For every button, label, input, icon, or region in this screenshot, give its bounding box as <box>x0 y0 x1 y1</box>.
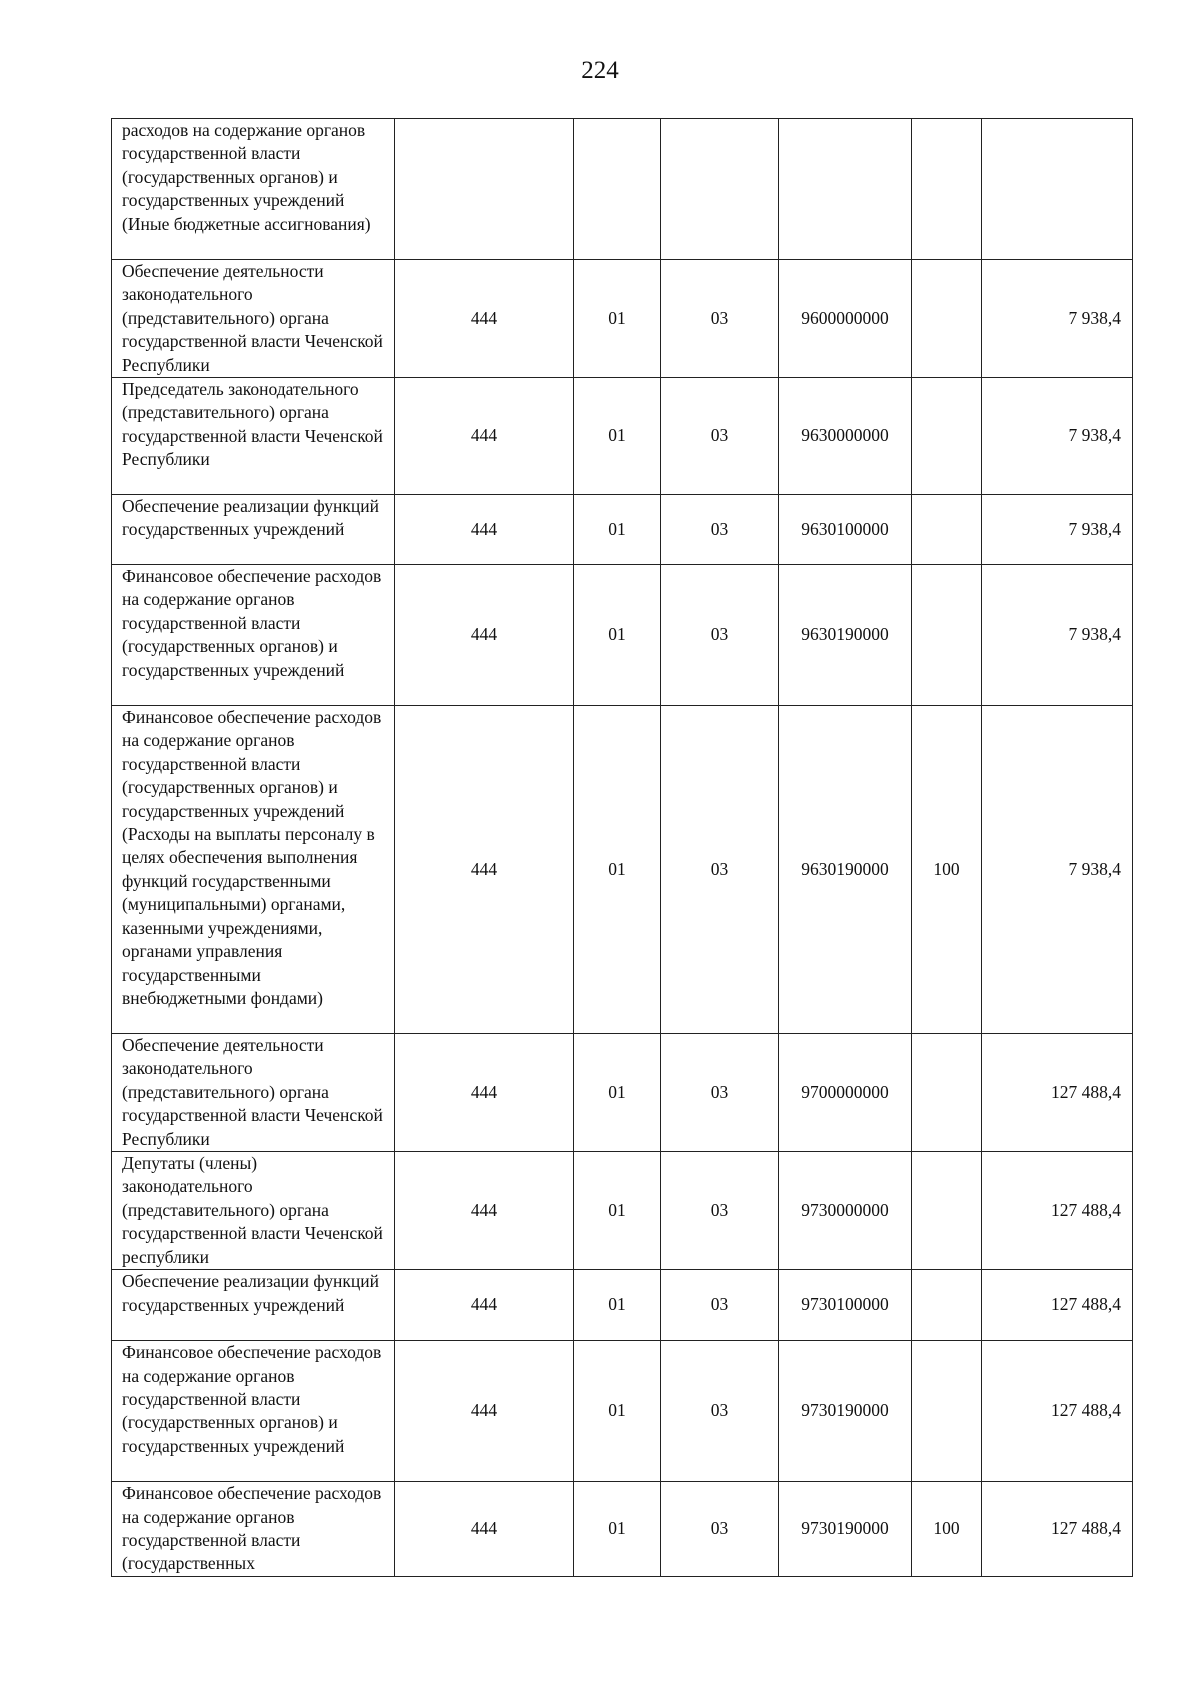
pr-cell: 03 <box>661 378 779 495</box>
table-row <box>112 378 1133 495</box>
amount-cell: 7 938,4 <box>982 565 1133 706</box>
row-name: Депутаты (члены) законодательного (представительного) органа государственной власти Чеченской республики <box>112 1152 395 1270</box>
grbs-cell: 444 <box>395 1341 574 1482</box>
grbs-cell <box>395 119 574 260</box>
csr-cell: 9730190000 <box>779 1341 912 1482</box>
rz-cell: 01 <box>574 565 661 706</box>
vr-cell <box>912 119 982 260</box>
amount-cell: 127 488,4 <box>982 1482 1133 1577</box>
vr-cell <box>912 495 982 565</box>
rz-cell: 01 <box>574 1341 661 1482</box>
pr-cell: 03 <box>661 1341 779 1482</box>
table-row <box>112 495 1133 565</box>
rz-cell: 01 <box>574 1482 661 1577</box>
grbs-cell: 444 <box>395 1270 574 1341</box>
table-row <box>112 1270 1133 1341</box>
row-name: Обеспечение деятельности законодательного (представительного) органа государственной власти Чеченской Республики <box>112 1034 395 1152</box>
amount-cell <box>982 119 1133 260</box>
row-name: Обеспечение деятельности законодательного (представительного) органа государственной власти Чеченской Республики <box>112 260 395 378</box>
amount-cell: 127 488,4 <box>982 1341 1133 1482</box>
csr-cell: 9630100000 <box>779 495 912 565</box>
pr-cell: 03 <box>661 1482 779 1577</box>
rz-cell: 01 <box>574 706 661 1034</box>
rz-cell: 01 <box>574 1270 661 1341</box>
rz-cell: 01 <box>574 378 661 495</box>
amount-cell: 127 488,4 <box>982 1034 1133 1152</box>
grbs-cell: 444 <box>395 1152 574 1270</box>
budget-table <box>111 118 1133 1577</box>
rz-cell <box>574 119 661 260</box>
table-row <box>112 706 1133 1034</box>
vr-cell <box>912 1152 982 1270</box>
table-row <box>112 1482 1133 1577</box>
table-row <box>112 565 1133 706</box>
pr-cell: 03 <box>661 1152 779 1270</box>
row-name: Финансовое обеспечение расходов на содержание органов государственной власти (государственных органов) и государственных учреждений (Расходы на выплаты персоналу в целях обеспечения выполнения функций государственными (муниципальными) органами, казенными учреждениями, органами управления государственными внебюджетными фондами) <box>112 706 395 1034</box>
csr-cell: 9630190000 <box>779 565 912 706</box>
amount-cell: 127 488,4 <box>982 1270 1133 1341</box>
row-name: Финансовое обеспечение расходов на содержание органов государственной власти (государственных органов) и государственных учреждений <box>112 565 395 706</box>
row-name: Обеспечение реализации функций государственных учреждений <box>112 1270 395 1341</box>
row-name: Финансовое обеспечение расходов на содержание органов государственной власти (государственных органов) и государственных учреждений <box>112 1341 395 1482</box>
amount-cell: 7 938,4 <box>982 378 1133 495</box>
table-row <box>112 1034 1133 1152</box>
pr-cell <box>661 119 779 260</box>
row-name: расходов на содержание органов государственной власти (государственных органов) и государственных учреждений (Иные бюджетные ассигнования) <box>112 119 395 260</box>
pr-cell: 03 <box>661 706 779 1034</box>
amount-cell: 7 938,4 <box>982 706 1133 1034</box>
vr-cell <box>912 1034 982 1152</box>
grbs-cell: 444 <box>395 378 574 495</box>
table-row <box>112 119 1133 260</box>
page-number: 224 <box>581 57 619 84</box>
pr-cell: 03 <box>661 1270 779 1341</box>
pr-cell: 03 <box>661 1034 779 1152</box>
grbs-cell: 444 <box>395 1034 574 1152</box>
csr-cell: 9730000000 <box>779 1152 912 1270</box>
table-row <box>112 1152 1133 1270</box>
rz-cell: 01 <box>574 1034 661 1152</box>
rz-cell: 01 <box>574 1152 661 1270</box>
csr-cell: 9700000000 <box>779 1034 912 1152</box>
amount-cell: 7 938,4 <box>982 495 1133 565</box>
csr-cell: 9730190000 <box>779 1482 912 1577</box>
row-name: Председатель законодательного (представительного) органа государственной власти Чеченской Республики <box>112 378 395 495</box>
vr-cell <box>912 565 982 706</box>
pr-cell: 03 <box>661 260 779 378</box>
csr-cell: 9730100000 <box>779 1270 912 1341</box>
grbs-cell: 444 <box>395 565 574 706</box>
vr-cell: 100 <box>912 706 982 1034</box>
csr-cell: 9630190000 <box>779 706 912 1034</box>
csr-cell <box>779 119 912 260</box>
grbs-cell: 444 <box>395 495 574 565</box>
csr-cell: 9630000000 <box>779 378 912 495</box>
pr-cell: 03 <box>661 495 779 565</box>
rz-cell: 01 <box>574 495 661 565</box>
amount-cell: 7 938,4 <box>982 260 1133 378</box>
table-row <box>112 260 1133 378</box>
grbs-cell: 444 <box>395 1482 574 1577</box>
row-name: Финансовое обеспечение расходов на содержание органов государственной власти (государственных <box>112 1482 395 1577</box>
row-name: Обеспечение реализации функций государственных учреждений <box>112 495 395 565</box>
table-row <box>112 1341 1133 1482</box>
csr-cell: 9600000000 <box>779 260 912 378</box>
vr-cell <box>912 260 982 378</box>
grbs-cell: 444 <box>395 706 574 1034</box>
rz-cell: 01 <box>574 260 661 378</box>
vr-cell: 100 <box>912 1482 982 1577</box>
vr-cell <box>912 378 982 495</box>
vr-cell <box>912 1270 982 1341</box>
amount-cell: 127 488,4 <box>982 1152 1133 1270</box>
pr-cell: 03 <box>661 565 779 706</box>
grbs-cell: 444 <box>395 260 574 378</box>
vr-cell <box>912 1341 982 1482</box>
